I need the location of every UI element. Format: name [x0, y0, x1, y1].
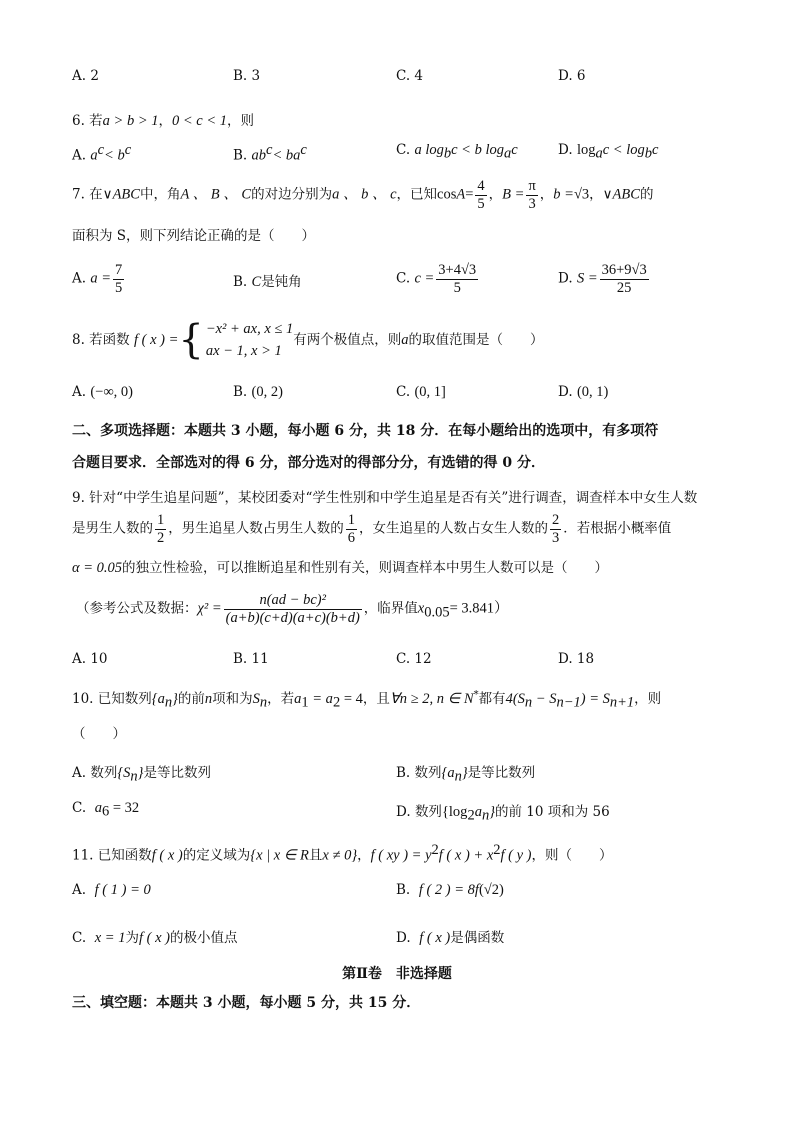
q9-option-c: C. 12 [396, 651, 432, 667]
chi-square-formula: $\frac{\text{n(ad − bc)²}}{(a+b)(c+d)(a+c)(b+d)}$ [225, 592, 360, 626]
q9-reference: （参考公式及数据：χ² = $\frac{\text{n(ad − bc)²}}{(a+b)(c+d)(a+c)(b+d)}$ ，临界值$x_{0.05}= 3.841$） [76, 592, 509, 626]
q9-option-d: D. 18 [558, 651, 595, 667]
q7-option-d: D. S = $\frac{36+9√3}{25}$ [558, 262, 647, 296]
q5-option-b: B. 3 [233, 68, 261, 84]
q10-option-d: D. 数列$\{\log_2a_n\}$的前 10 项和为 56 [396, 804, 610, 824]
section-2-heading-line1: 二、多项选择题：本题共 3 小题，每小题 6 分，共 18 分．在每小题给出的选项中，有多项符 [72, 423, 659, 439]
q10-paren: （ ） [72, 726, 126, 742]
q11-stem: 11. 已知函数f ( x )的定义域为{x | x ∈ R且x ≠ 0}，f ( xy ) = $y^2f$ ( x ) + $x^2f$ ( y )，则（ ） [72, 842, 613, 864]
q6-option-c: C. a $\log_bc < b$ $\log_ac$ [396, 142, 518, 162]
q9-line2: 是男生人数的 $\frac{1}{2}$ ，男生追星人数占男生人数的 $\frac{1}{6}$ ，女生追星的人数占女生人数的 $\frac{2}{3}$ ．若根据小概率值 [72, 512, 672, 546]
q7-option-b: B. C是钝角 [233, 274, 302, 290]
q7-option-a: A. a = $\frac{7}{5}$ [72, 262, 123, 296]
q5-option-a: A. 2 [72, 68, 99, 84]
q11-option-d: D. f ( x )是偶函数 [396, 930, 505, 946]
piecewise-cases: −x² + ax, x ≤ 1 ax − 1, x > 1 [205, 321, 294, 360]
q5-option-d: D. 6 [558, 68, 586, 84]
q6-option-b: B. $ab^c< ba^c$ [233, 142, 307, 164]
q7-stem-line2: 面积为 S，则下列结论正确的是（ ） [72, 228, 316, 244]
q9-line3: α = 0.05的独立性检验，可以推断追星和性别有关，则调查样本中男生人数可以是（ ） [72, 560, 609, 576]
left-brace: { [178, 317, 204, 364]
q6-stem: 6. 若a > b > 1，0 < c < 1，则 [72, 113, 255, 129]
q11-option-b: B. f ( 2 ) = 8f(√2) [396, 882, 504, 898]
section-2-heading-line2: 合题目要求．全部选对的得 6 分，部分选对的得部分分，有选错的得 0 分． [72, 455, 545, 471]
q8-option-b: B. (0, 2) [233, 384, 283, 400]
q6-option-a: A. $a^c< b^c$ [72, 142, 132, 164]
q7-stem-line1: 7. 在∨ABC中，角A 、 B 、 C的对边分别为a 、 b 、 c，已知cosA= $\frac{4}{5}$ ，B = $\frac{\pi}{3}$ ，b =√3，∨ABC的 [72, 178, 654, 212]
q10-option-a: A. 数列$\{S_n\}$是等比数列 [72, 765, 211, 785]
q8-option-a: A. (−∞, 0) [72, 384, 134, 400]
q11-option-a: A. f ( 1 ) = 0 [72, 882, 151, 898]
q10-option-c: C. $a_6 = 32$ [72, 800, 140, 820]
q10-stem: 10. 已知数列$\{a_n\}$的前n项和为$S_n$，若$a_1 = a_2 = 4$，且∀n ≥ 2, n ∈ N*都有$4(S_n - S_{n-1}) = S_{n+1}$，则 [72, 689, 662, 711]
q11-option-c: C. x = 1为f ( x )的极小值点 [72, 930, 238, 946]
q5-option-c: C. 4 [396, 68, 424, 84]
q6-option-d: D. $\log_ac < \log_bc$ [558, 142, 659, 162]
q9-option-b: B. 11 [233, 651, 269, 667]
q10-option-b: B. 数列$\{a_n\}$是等比数列 [396, 765, 536, 785]
q8-option-c: C. (0, 1] [396, 384, 446, 400]
section-3-heading: 三、填空题：本题共 3 小题，每小题 5 分，共 15 分． [72, 995, 421, 1011]
fraction-4-5: $\frac{4}{5}$ [477, 178, 485, 212]
q8-option-d: D. (0, 1) [558, 384, 609, 400]
q9-line1: 9. 针对“中学生追星问题”，某校团委对“学生性别和中学生追星是否有关”进行调查，调查样本中女生人数 [72, 490, 698, 506]
q9-option-a: A. 10 [72, 651, 108, 667]
q8-stem: 8. 若函数 f ( x ) ={ −x² + ax, x ≤ 1 ax − 1, x > 1 有两个极值点，则a的取值范围是（ ） [72, 317, 544, 364]
fraction-pi-3: $\frac{\pi}{3}$ [528, 178, 536, 212]
q7-option-c: C. c = $\frac{3+4√3}{5}$ [396, 262, 477, 296]
part-2-heading: 第Ⅱ卷 非选择题 [342, 966, 452, 982]
